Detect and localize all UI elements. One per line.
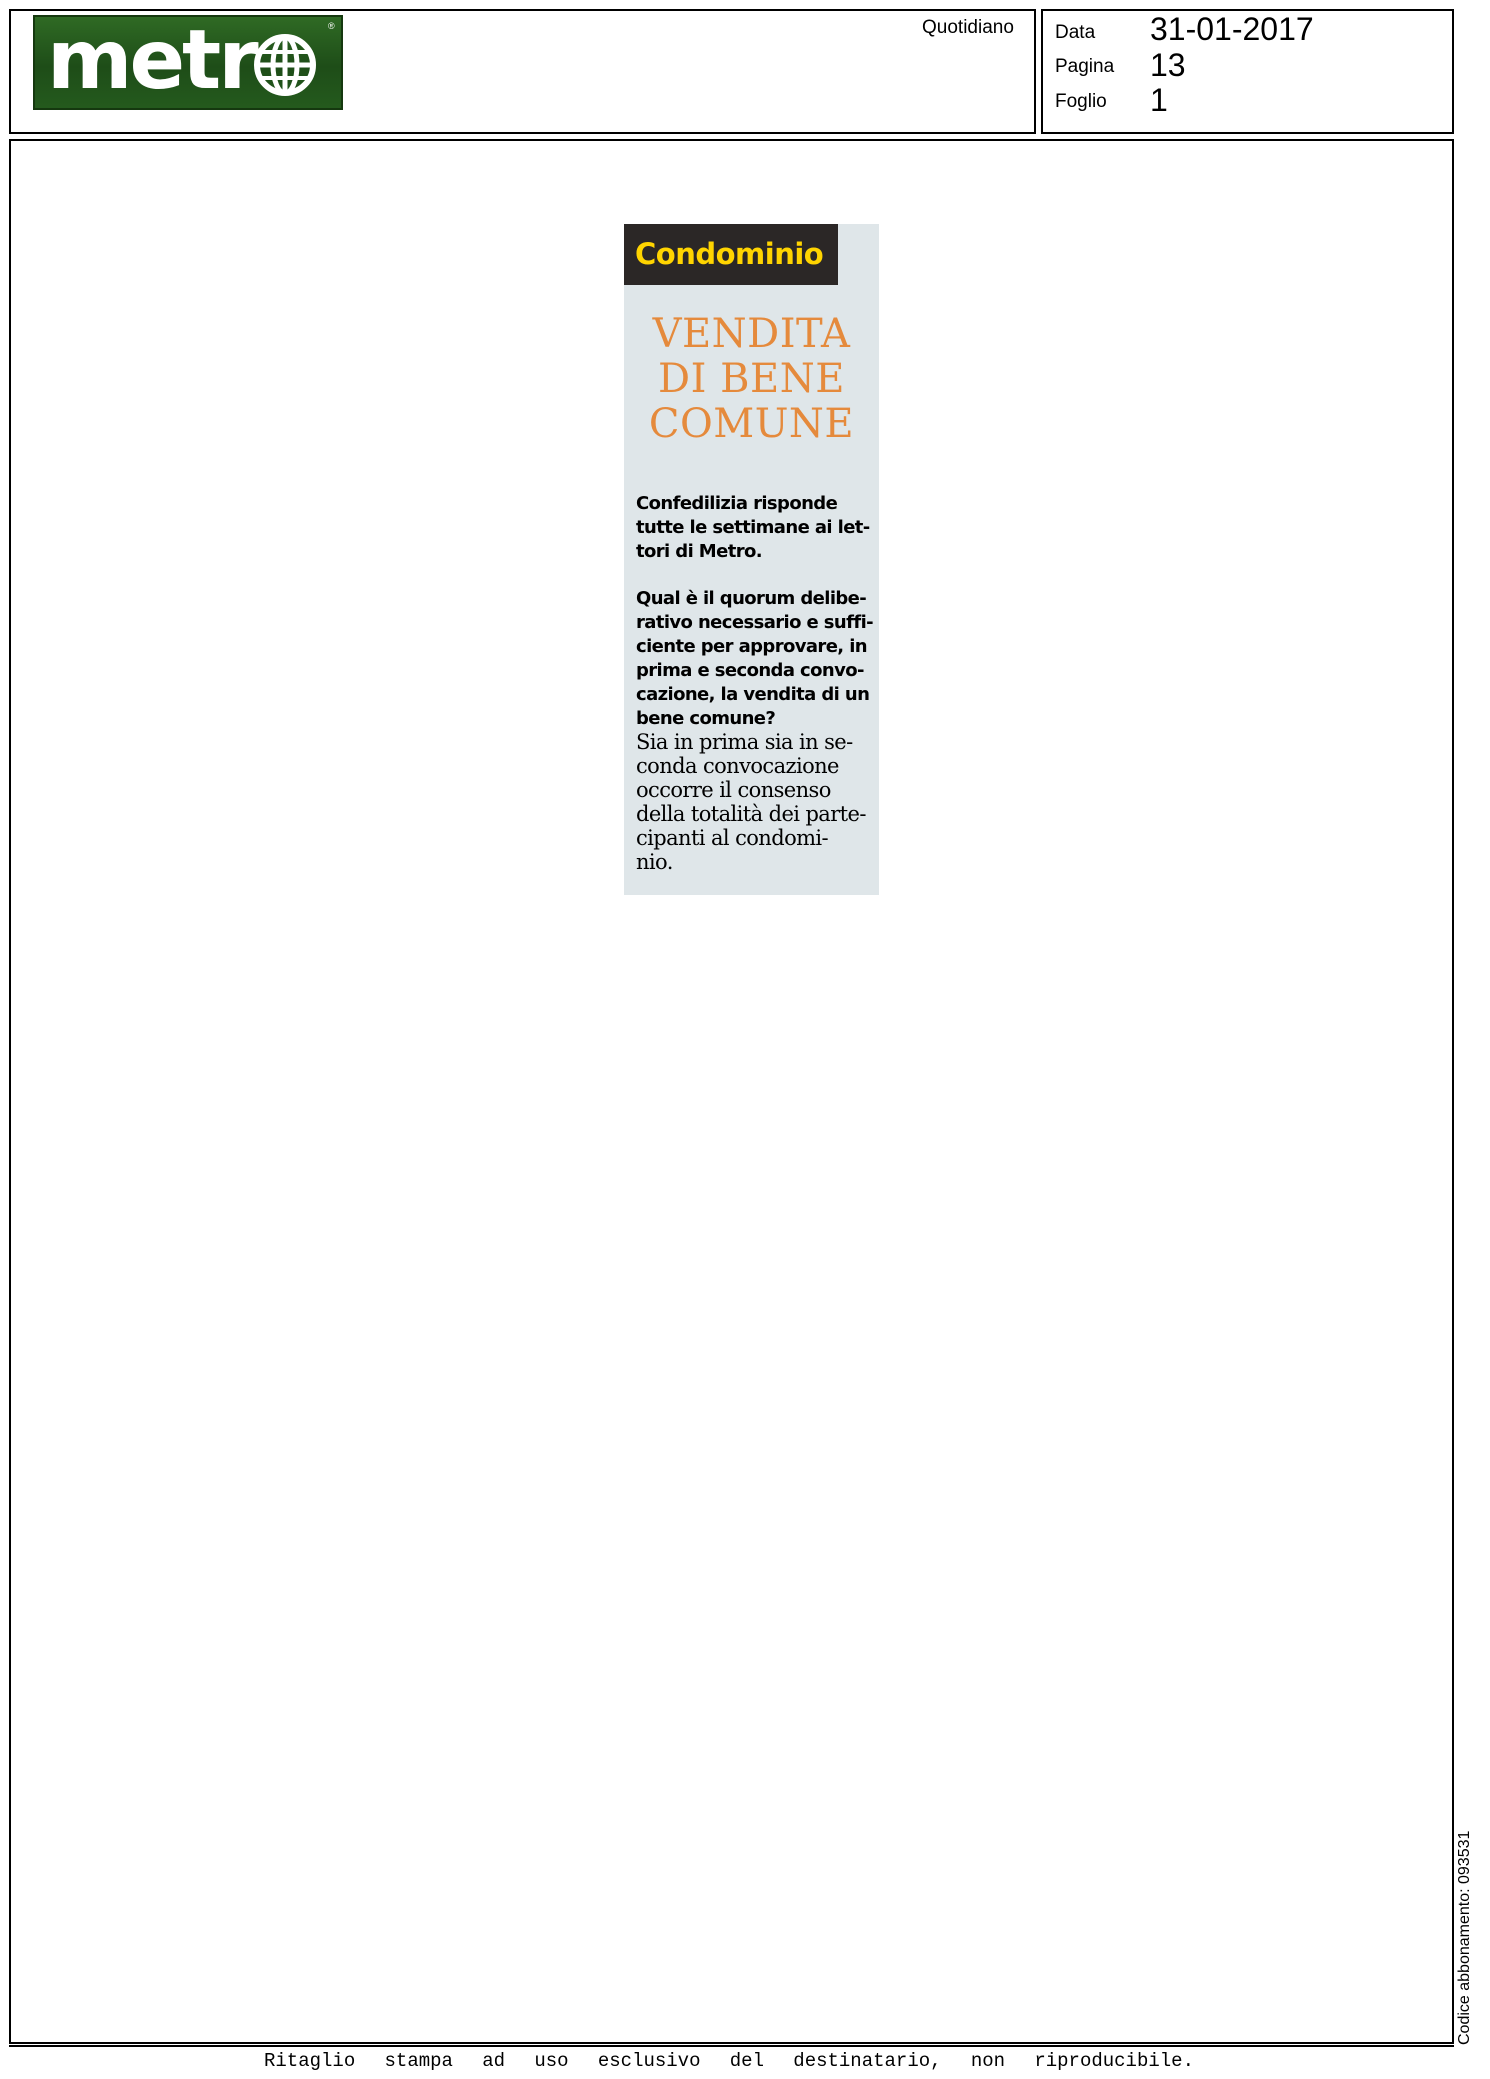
question-line: prima e seconda convo- xyxy=(636,660,864,681)
article-question xyxy=(636,587,872,731)
intro-line: Confedilizia risponde xyxy=(636,493,838,514)
footer-word: Ritaglio xyxy=(264,2050,356,2072)
question-line: cazione, la vendita di un xyxy=(636,684,870,705)
answer-line: conda convocazione xyxy=(636,754,839,778)
answer-line: occorre il consenso xyxy=(636,778,831,802)
footer-word: riproducibile. xyxy=(1034,2050,1194,2072)
question-line: rativo necessario e suffi- xyxy=(636,612,874,633)
article-answer xyxy=(636,730,872,874)
footer-word: stampa xyxy=(384,2050,453,2072)
meta-label-pagina: Pagina xyxy=(1055,56,1115,77)
article-intro xyxy=(636,492,872,564)
registered-mark: ® xyxy=(328,21,335,31)
question-line: bene comune? xyxy=(636,708,776,729)
answer-line: Sia in prima sia in se- xyxy=(636,730,853,754)
meta-value-foglio: 1 xyxy=(1150,82,1168,118)
question-line: Qual è il quorum delibe- xyxy=(636,588,867,609)
logo-text: metr xyxy=(47,13,256,108)
meta-label-foglio: Foglio xyxy=(1055,91,1107,112)
answer-line: cipanti al condomi- xyxy=(636,826,829,850)
question-line: ciente per approvare, in xyxy=(636,636,867,657)
meta-value-pagina: 13 xyxy=(1150,47,1186,83)
footer-word: destinatario, xyxy=(793,2050,942,2072)
footer-word: del xyxy=(729,2050,764,2072)
subscription-code: Codice abbonamento: 093531 xyxy=(1456,1830,1473,2045)
footer-word: uso xyxy=(534,2050,569,2072)
article-kicker: Condominio xyxy=(624,224,838,285)
headline-line: DI BENE xyxy=(658,356,845,402)
answer-line: nio. xyxy=(636,850,673,874)
meta-value-data: 31-01-2017 xyxy=(1150,11,1314,47)
headline-line: VENDITA xyxy=(652,311,851,357)
globe-icon xyxy=(253,33,317,97)
footer-word: non xyxy=(970,2050,1006,2072)
footer-word: ad xyxy=(482,2050,506,2072)
headline-line: COMUNE xyxy=(648,401,855,447)
article-headline xyxy=(624,312,879,447)
article-box xyxy=(624,224,879,895)
footer-disclaimer xyxy=(264,2045,1194,2077)
answer-line: della totalità dei parte- xyxy=(636,802,866,826)
footer-word: esclusivo xyxy=(597,2050,701,2072)
metro-logo xyxy=(33,15,343,110)
publication-type: Quotidiano xyxy=(922,17,1014,38)
meta-label-data: Data xyxy=(1055,22,1096,43)
intro-line: tutte le settimane ai let- xyxy=(636,517,870,538)
intro-line: tori di Metro. xyxy=(636,541,763,562)
